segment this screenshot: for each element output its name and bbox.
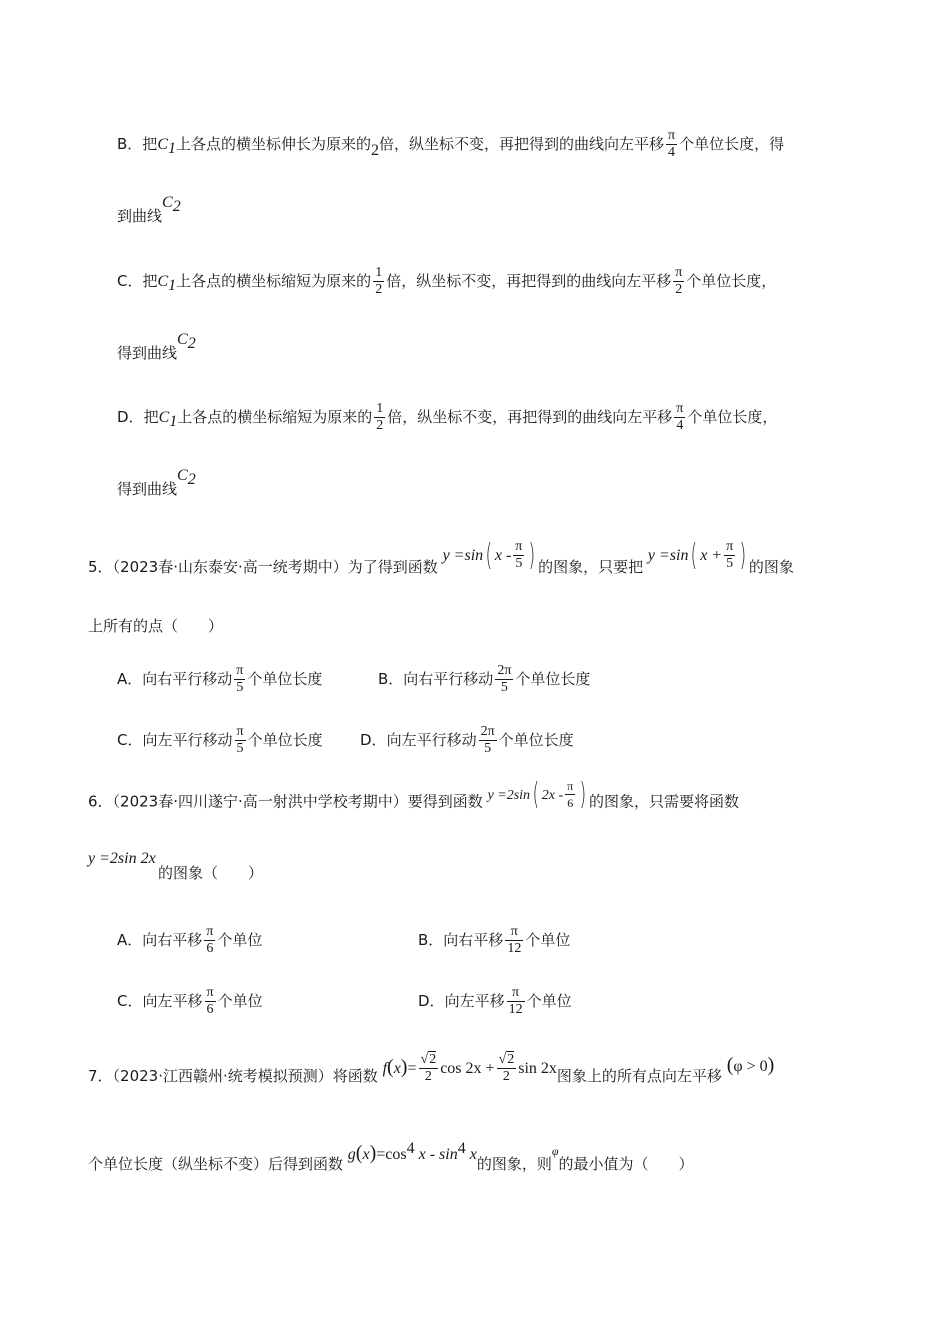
- formula-f-x: f(x)= $\frac{√2}{2}$ cos 2x + $\frac{√2}{2}$ sin 2x: [382, 1052, 557, 1084]
- q5-option-b: B．向右平行移动 $\frac{2\pi}{5}$ 个单位长度: [378, 663, 591, 695]
- q7-stem-line1: 7．（2023·江西赣州·统考模拟预测）将函数 f(x)= $\frac{√2}{2}$ cos 2x + $\frac{√2}{2}$ sin 2x图象上的所有点向左平移 (φ > 0): [88, 1052, 775, 1085]
- fraction-one-half: $\frac{1}{2}$: [375, 265, 383, 297]
- option-label: C．: [117, 992, 143, 1010]
- curve-c1: $C_1$: [157, 136, 176, 158]
- option-label: B．: [117, 135, 143, 153]
- option-label: A．: [117, 670, 143, 688]
- option-label: D．: [117, 408, 144, 426]
- q5-option-d: D．向左平行移动 $\frac{2\pi}{5}$ 个单位长度: [360, 724, 574, 756]
- formula-source-function: y =sin( x + $\frac{\pi}{5}$ ): [647, 537, 747, 573]
- q6-option-a: A．向右平移 $\frac{\pi}{6}$ 个单位: [117, 924, 263, 956]
- question-source: （2023春·山东泰安·高一统考期中）: [112, 558, 348, 576]
- option-label: C．: [117, 731, 143, 749]
- q7-stem-line2: 个单位长度（纵坐标不变）后得到函数 $g(x)=\cos^4$ x - $\sin^4 x$的图象，则$^\varphi$的最小值为（ ）: [88, 1140, 694, 1173]
- curve-c1: $C_1$: [158, 409, 178, 431]
- q4-option-b-line2: 到曲线$C_2$: [117, 194, 181, 225]
- formula-source-function: y =2sin 2x: [88, 850, 156, 867]
- option-label: D．: [360, 731, 387, 749]
- fraction-2pi-over-5: $\frac{2\pi}{5}$: [480, 724, 495, 756]
- q6-stem-line1: 6．（2023春·四川遂宁·高一射洪中学校考期中）要得到函数 y =2sin( 2x - $\frac{\pi}{6}$ ) 的图象，只需要将函数: [88, 776, 739, 812]
- question-number: 5．: [88, 558, 113, 576]
- formula-target-function: y =2sin( 2x - $\frac{\pi}{6}$ ): [487, 776, 587, 812]
- option-label: C．: [117, 272, 143, 290]
- q6-option-c: C．向左平移 $\frac{\pi}{6}$ 个单位: [117, 985, 263, 1017]
- fraction-pi-over-5: $\frac{\pi}{5}$: [236, 724, 244, 756]
- fraction-pi-over-6: $\frac{\pi}{6}$: [206, 924, 214, 956]
- formula-phi-positive: (φ > 0): [726, 1054, 775, 1076]
- factor-two: 2: [371, 142, 379, 159]
- q4-option-c-line2: 得到曲线$C_2$: [117, 331, 196, 362]
- question-source: （2023·江西赣州·统考模拟预测）: [112, 1067, 333, 1085]
- formula-g-x: $g(x)=\cos^4$ x - $\sin^4 x$: [347, 1140, 477, 1164]
- formula-target-function: y =sin( x - $\frac{\pi}{5}$ ): [442, 537, 536, 573]
- symbol-phi: φ: [551, 1144, 559, 1158]
- question-source: （2023春·四川遂宁·高一射洪中学校考期中）: [112, 792, 408, 811]
- option-label: D．: [418, 992, 445, 1010]
- question-number: 7．: [88, 1067, 113, 1085]
- fraction-pi-over-2: $\frac{\pi}{2}$: [675, 265, 683, 297]
- q4-option-d-line2: 得到曲线$C_2$: [117, 467, 196, 498]
- q4-option-c-line1: C．把$C_1$上各点的横坐标缩短为原来的 $\frac{1}{2}$ 倍，纵坐标不变，再把得到的曲线向左平移 $\frac{\pi}{2}$ 个单位长度，: [117, 265, 777, 297]
- question-number: 6．: [88, 792, 113, 811]
- fraction-pi-over-4: $\frac{\pi}{4}$: [676, 401, 684, 433]
- q6-option-b: B．向右平移 $\frac{\pi}{12}$ 个单位: [418, 924, 571, 956]
- q6-stem-line2: 的图象（ ）: [158, 864, 264, 882]
- option-label: A．: [117, 931, 143, 949]
- fraction-pi-over-5: $\frac{\pi}{5}$: [236, 663, 244, 695]
- fraction-pi-over-6: $\frac{\pi}{6}$: [206, 985, 214, 1017]
- q6-option-d: D．向左平移 $\frac{\pi}{12}$ 个单位: [418, 985, 572, 1017]
- curve-c2: $C_2$: [177, 331, 196, 353]
- q4-option-d-line1: D．把$C_1$上各点的横坐标缩短为原来的 $\frac{1}{2}$ 倍，纵坐标不变，再把得到的曲线向左平移 $\frac{\pi}{4}$ 个单位长度，: [117, 401, 778, 433]
- q4-option-b-line1: B．把$C_1$上各点的横坐标伸长为原来的2倍，纵坐标不变，再把得到的曲线向左平移 $\frac{\pi}{4}$ 个单位长度，得: [117, 128, 785, 160]
- q5-option-c: C．向左平行移动 $\frac{\pi}{5}$ 个单位长度: [117, 724, 323, 756]
- q5-stem-line2: 上所有的点（ ）: [88, 617, 224, 635]
- curve-c2: $C_2$: [162, 194, 181, 216]
- q5-option-a: A．向右平行移动 $\frac{\pi}{5}$ 个单位长度: [117, 663, 323, 695]
- fraction-one-half: $\frac{1}{2}$: [376, 401, 384, 433]
- fraction-2pi-over-5: $\frac{2\pi}{5}$: [497, 663, 512, 695]
- curve-c2: $C_2$: [177, 467, 196, 489]
- fraction-pi-over-12: $\frac{\pi}{12}$: [508, 985, 523, 1017]
- fraction-pi-over-12: $\frac{\pi}{12}$: [507, 924, 522, 956]
- option-label: B．: [418, 931, 444, 949]
- curve-c1: $C_1$: [157, 273, 177, 295]
- q5-stem-line1: 5．（2023春·山东泰安·高一统考期中）为了得到函数 y =sin( x - $\frac{\pi}{5}$ ) 的图象，只要把 y =sin( x + $\frac{\pi}{5}$ ) 的图象: [88, 537, 794, 576]
- option-label: B．: [378, 670, 404, 688]
- fraction-pi-over-4: $\frac{\pi}{4}$: [668, 128, 676, 160]
